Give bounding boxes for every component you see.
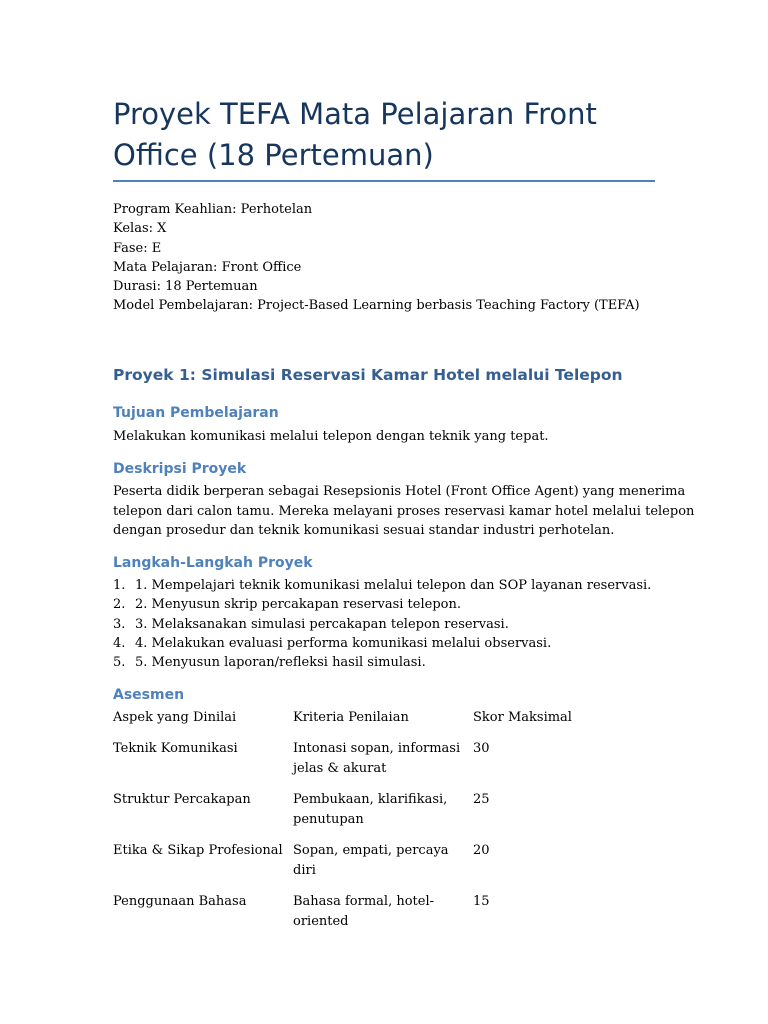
meta-class: Kelas: X xyxy=(113,221,167,237)
criteria-line: Pembukaan, klarifikasi, xyxy=(293,792,448,807)
step-number: 2. xyxy=(113,597,126,613)
criteria-line: Sopan, empati, percaya diri xyxy=(293,843,449,878)
description-line: Peserta didik berperan sebagai Resepsionis Hotel (Front Office Agent) yang menerima xyxy=(113,484,686,499)
document-meta-list xyxy=(113,200,640,316)
step-text: 4. Melakukan evaluasi performa komunikasi melalui observasi. xyxy=(135,635,552,651)
table-header-row xyxy=(113,708,573,739)
column-header-criteria: Kriteria Penilaian xyxy=(293,710,409,725)
meta-duration: Durasi: 18 Pertemuan xyxy=(113,279,258,295)
step-item xyxy=(113,576,651,595)
step-number: 3. xyxy=(113,616,126,632)
aspect-cell: Struktur Percakapan xyxy=(113,792,251,807)
table-row xyxy=(113,892,573,943)
meta-program: Program Keahlian: Perhotelan xyxy=(113,202,313,217)
assessment-heading: Asesmen xyxy=(113,687,185,703)
description-line: dengan prosedur dan teknik komunikasi sesuai standar industri perhotelan. xyxy=(113,523,615,538)
step-number: 1. xyxy=(113,578,126,593)
criteria-line: Intonasi sopan, informasi xyxy=(293,741,461,756)
assessment-table xyxy=(113,708,573,943)
column-header-score: Skor Maksimal xyxy=(473,710,572,725)
document-title: Proyek TEFA Mata Pelajaran Front Office (18 Pertemuan) xyxy=(113,97,597,172)
step-item xyxy=(113,595,651,614)
table-row xyxy=(113,841,573,892)
step-text: 5. Menyusun laporan/refleksi hasil simulasi. xyxy=(135,655,426,671)
project-heading: Proyek 1: Simulasi Reservasi Kamar Hotel melalui Telepon xyxy=(113,366,623,384)
aspect-cell: Etika & Sikap Profesional xyxy=(113,843,283,858)
title-underline xyxy=(113,180,655,182)
criteria-line: Bahasa formal, hotel- xyxy=(293,894,435,909)
criteria-cell xyxy=(293,841,473,892)
table-row xyxy=(113,790,573,841)
criteria-cell xyxy=(293,739,473,790)
meta-learning-model: Model Pembelajaran: Project-Based Learning berbasis Teaching Factory (TEFA) xyxy=(113,298,640,314)
description-text xyxy=(113,482,694,541)
criteria-line: penutupan xyxy=(293,811,364,827)
meta-phase: Fase: E xyxy=(113,240,162,256)
meta-subject: Mata Pelajaran: Front Office xyxy=(113,259,302,275)
score-cell: 15 xyxy=(473,894,490,909)
score-cell: 25 xyxy=(473,792,490,807)
criteria-cell xyxy=(293,790,473,841)
aspect-cell: Penggunaan Bahasa xyxy=(113,894,247,909)
score-cell: 20 xyxy=(473,843,490,858)
step-text: 2. Menyusun skrip percakapan reservasi telepon. xyxy=(135,597,461,613)
criteria-line: jelas & akurat xyxy=(293,760,387,776)
step-number: 4. xyxy=(113,635,126,651)
column-header-aspect: Aspek yang Dinilai xyxy=(113,710,237,725)
steps-list xyxy=(113,576,651,672)
step-item xyxy=(113,634,651,653)
criteria-cell xyxy=(293,892,473,943)
step-number: 5. xyxy=(113,655,126,671)
aspect-cell: Teknik Komunikasi xyxy=(113,741,238,756)
step-text: 1. Mempelajari teknik komunikasi melalui telepon dan SOP layanan reservasi. xyxy=(135,578,652,593)
step-item xyxy=(113,653,651,672)
table-row xyxy=(113,739,573,790)
step-item xyxy=(113,615,651,634)
description-heading: Deskripsi Proyek xyxy=(113,461,247,477)
step-text: 3. Melaksanakan simulasi percakapan telepon reservasi. xyxy=(135,616,509,632)
description-line: telepon dari calon tamu. Mereka melayani proses reservasi kamar hotel melalui telepon xyxy=(113,503,695,519)
goals-text: Melakukan komunikasi melalui telepon dengan teknik yang tepat. xyxy=(113,429,549,444)
score-cell: 30 xyxy=(473,741,490,756)
goals-heading: Tujuan Pembelajaran xyxy=(113,405,279,421)
criteria-line: oriented xyxy=(293,913,349,929)
steps-heading: Langkah-Langkah Proyek xyxy=(113,555,313,571)
